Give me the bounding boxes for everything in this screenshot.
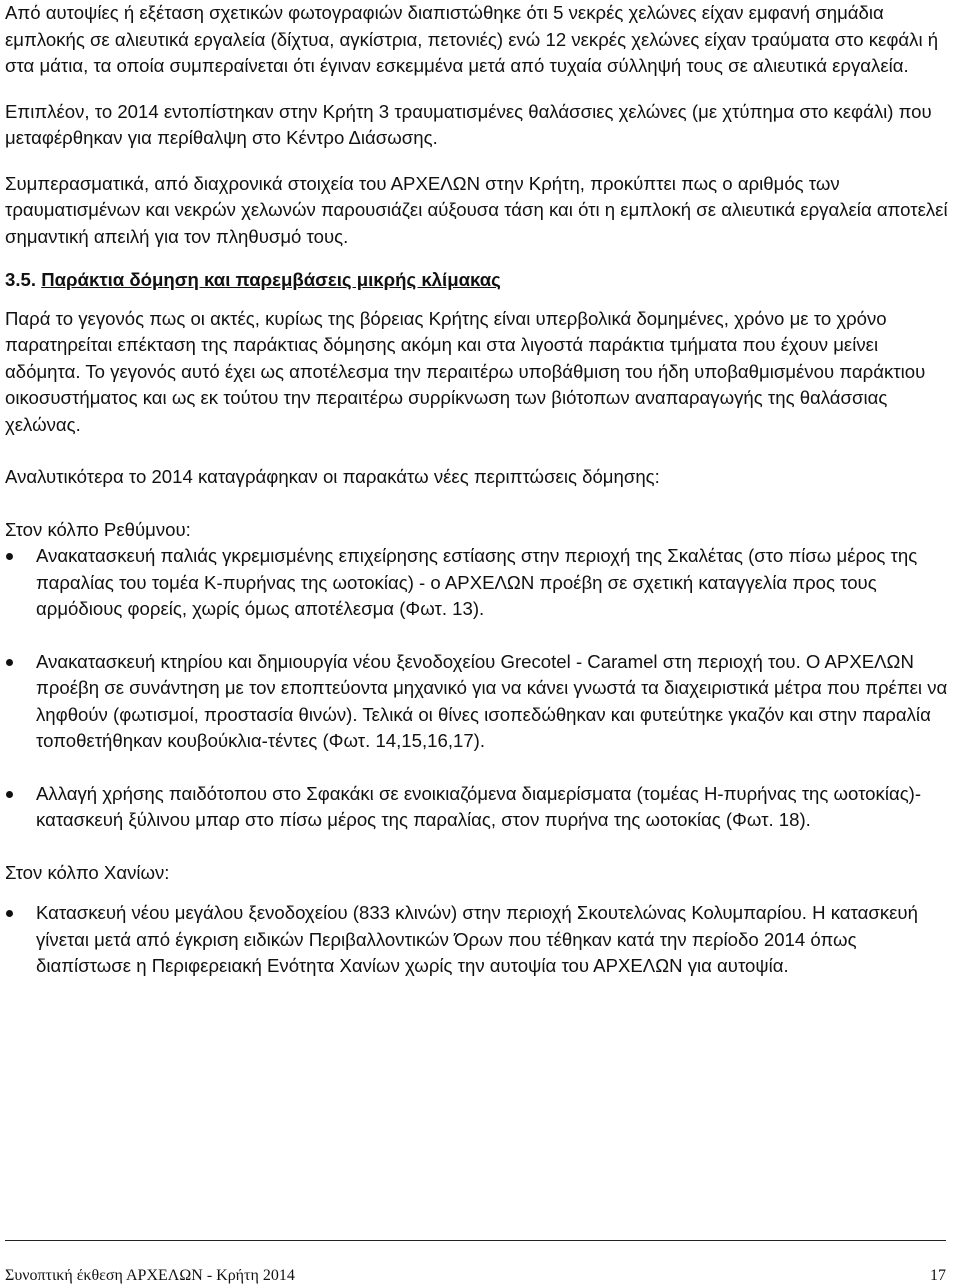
rethymno-label: Στον κόλπο Ρεθύμνου: <box>5 518 191 540</box>
section-title: Παράκτια δόμηση και παρεμβάσεις μικρής κλίμακας <box>41 269 501 290</box>
list-item-text: Ανακατασκευή παλιάς γκρεμισμένης επιχείρησης εστίασης στην περιοχή της Σκαλέτας (στο πίσω μέρος της παραλίας του τομέα Κ-πυρήνας της ωοτοκίας) - ο ΑΡΧΕΛΩΝ προέβη σε σχετική καταγγελία προς τους αρμόδιους φορείς, χωρίς όμως αποτέλεσμα (Φωτ. 13). <box>36 545 918 619</box>
list-item-text: Ανακατασκευή κτηρίου και δημιουργία νέου ξενοδοχείου Grecotel - Caramel στη περιοχή του. Ο ΑΡΧΕΛΩΝ προέβη σε συνάντηση με τον εποπτεύοντα μηχανικό για να κάνει γνωστά τα διαχειριστικά μέτρα που πρέπει να ληφθούν (φωτισμοί, προστασία θινών). Τελικά οι θίνες ισοπεδώθηκαν και φυτεύτηκε γκαζόν και στην παραλία τοποθετήθηκαν κουβούκλια-τέντες (Φωτ. 14,15,16,17). <box>36 650 948 751</box>
paragraph-injured-turtles-2014: Επιπλέον, το 2014 εντοπίστηκαν στην Κρήτη 3 τραυματισμένες θαλάσσιες χελώνες (με χτύπημα στο κεφάλι) που μεταφέρθηκαν για περίθαλψη στο Κέντρο Διάσωσης. <box>5 100 932 148</box>
section-number: 3.5. <box>5 269 37 290</box>
paragraph-coastal-construction: Παρά το γεγονός πως οι ακτές, κυρίως της βόρειας Κρήτης είναι υπερβολικά δομημένες, χρόνο με το χρόνο παρατηρείται επέκταση της παράκτιας δόμησης ακόμη και στα λιγοστά παράκτια τμήματα που έχουν μείνει αδόμητα. Το γεγονός αυτό έχει ως αποτέλεσμα την περαιτέρω υποβάθμιση του ήδη υποβαθμισμένου παράκτιου οικοσυστήματος και ως εκ τούτου την περαιτέρω συρρίκνωση των βιότοπων αναπαραγωγής της θαλάσσιας χελώνας. <box>5 307 926 435</box>
page-footer <box>5 1240 946 1284</box>
rethymno-case-list <box>5 543 950 834</box>
document-body <box>5 0 950 980</box>
list-item-text: Αλλαγή χρήσης παιδότοπου στο Σφακάκι σε ενοικιαζόμενα διαμερίσματα (τομέας Η-πυρήνας της ωοτοκίας)- κατασκευή ξύλινου μπαρ στο πίσω μέρος της παραλίας, στον πυρήνα της ωοτοκίας (Φωτ. 18). <box>36 782 922 830</box>
bullet-icon <box>6 791 13 798</box>
bullet-icon <box>6 553 13 560</box>
list-item <box>5 543 950 623</box>
footer-title: Συνοπτική έκθεση ΑΡΧΕΛΩΝ - Κρήτη 2014 <box>5 1267 295 1284</box>
bullet-icon <box>6 659 13 666</box>
list-item <box>5 649 950 755</box>
chania-case-list <box>5 900 950 980</box>
section-heading <box>5 267 950 294</box>
list-item-text: Κατασκευή νέου μεγάλου ξενοδοχείου (833 κλινών) στην περιοχή Σκουτελώνας Κολυμπαρίου. Η κατασκευή γίνεται μετά από έγκριση ειδικών Περιβαλλοντικών Όρων που τέθηκαν κατά την περίοδο 2014 όπως διαπίστωσε η Περιφερειακή Ενότητα Χανίων χωρίς την αυτοψία του ΑΡΧΕΛΩΝ για αυτοψία. <box>36 902 918 976</box>
list-item <box>5 900 950 980</box>
list-item <box>5 781 950 834</box>
chania-label: Στον κόλπο Χανίων: <box>5 861 170 883</box>
bullet-icon <box>6 910 13 917</box>
paragraph-new-cases: Αναλυτικότερα το 2014 καταγράφηκαν οι παρακάτω νέες περιπτώσεις δόμησης: <box>5 466 660 487</box>
page-number: 17 <box>930 1267 946 1284</box>
paragraph-conclusion: Συμπερασματικά, από διαχρονικά στοιχεία του ΑΡΧΕΛΩΝ στην Κρήτη, προκύπτει πως ο αριθμός των τραυματισμένων και νεκρών χελωνών παρουσιάζει αύξουσα τάση και ότι η εμπλοκή σε αλιευτικά εργαλεία αποτελεί σημαντική απειλή για τον πληθυσμό τους. <box>5 172 948 247</box>
paragraph-injury-findings: Από αυτοψίες ή εξέταση σχετικών φωτογραφιών διαπιστώθηκε ότι 5 νεκρές χελώνες είχαν εμφανή σημάδια εμπλοκής σε αλιευτικά εργαλεία (δίχτυα, αγκίστρια, πετονιές) ενώ 12 νεκρές χελώνες είχαν τραύματα στο κεφάλι ή στα μάτια, τα οποία συμπεραίνεται ότι έγιναν εσκεμμένα μετά από τυχαία σύλληψή τους σε αλιευτικά εργαλεία. <box>5 2 939 76</box>
